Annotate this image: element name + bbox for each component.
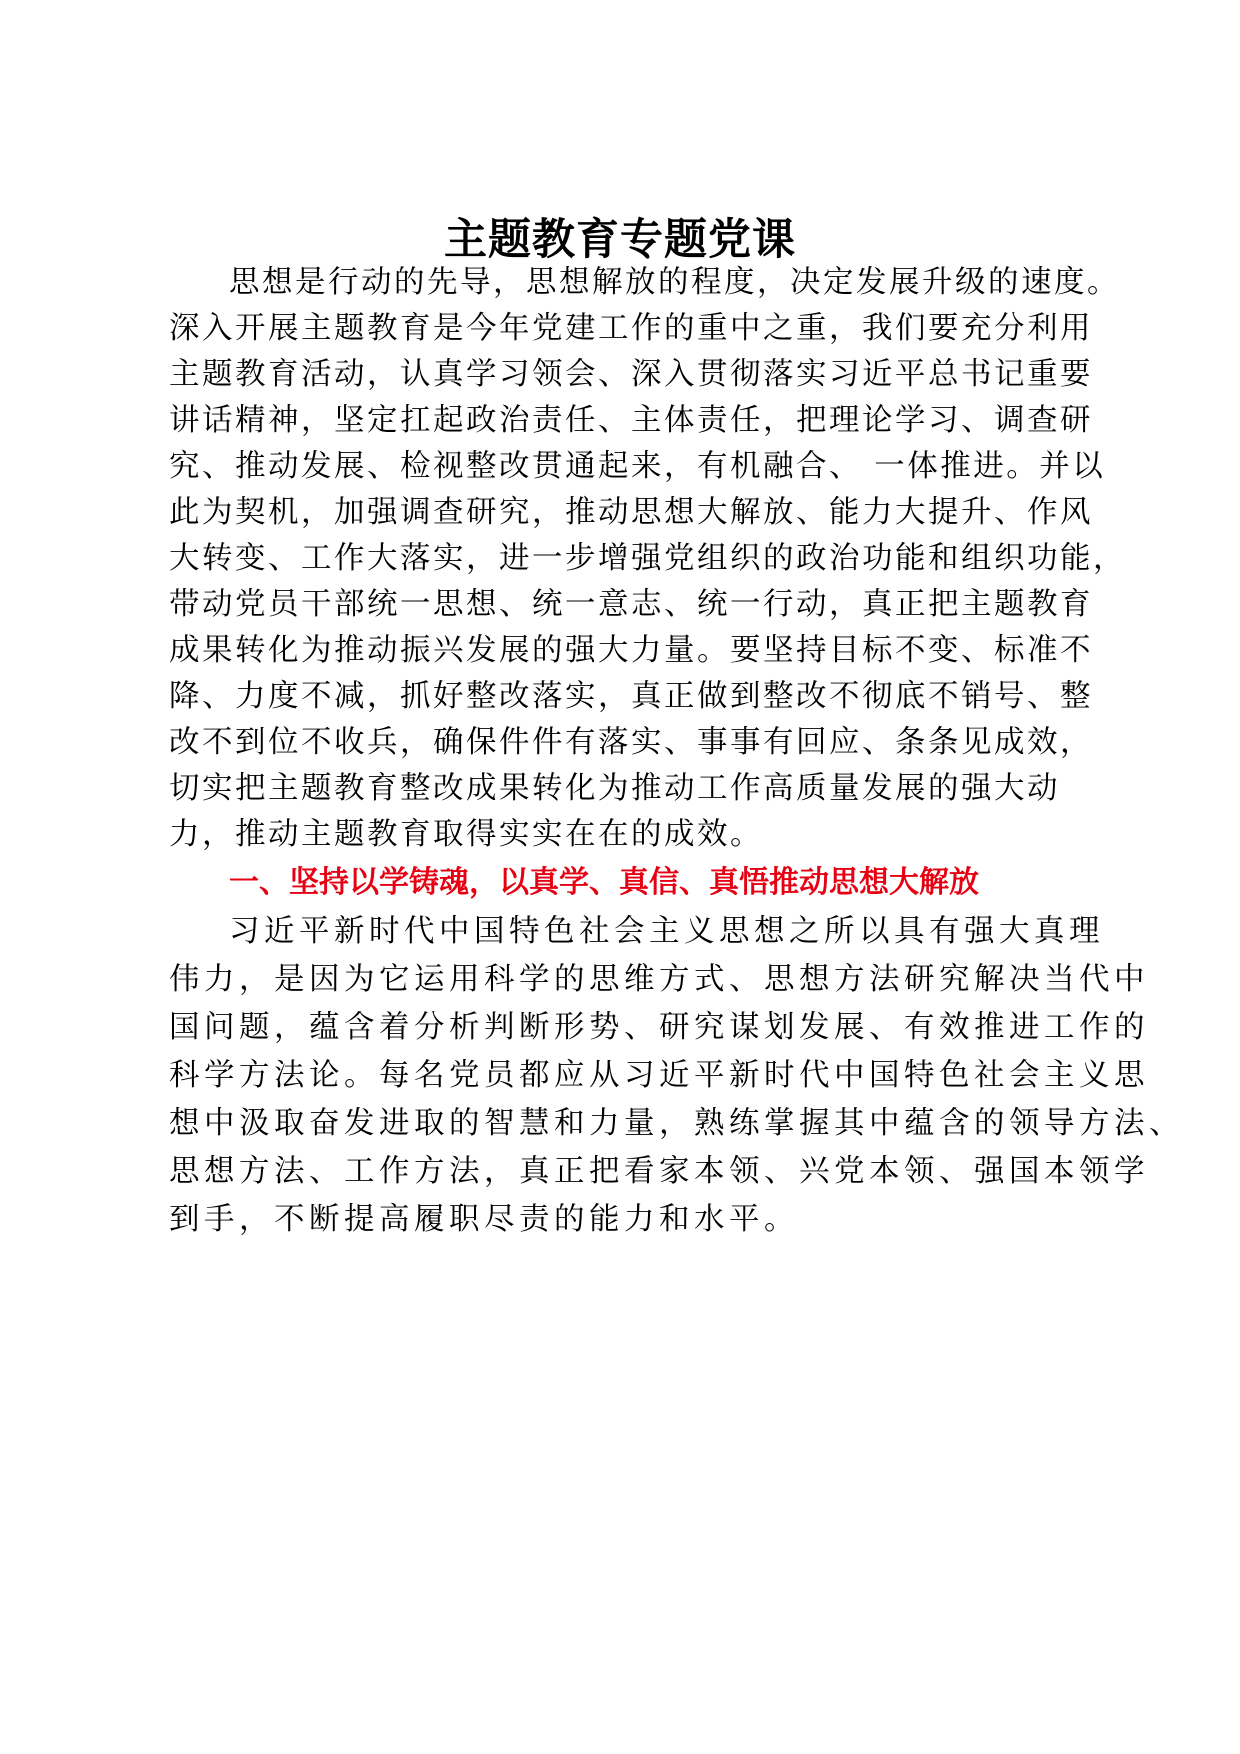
paragraph-1-line: 成果转化为推动振兴发展的强大力量。要坚持目标不变、标准不 <box>169 633 1093 668</box>
paragraph-2-line: 到手，不断提高履职尽责的能力和水平。 <box>169 1202 799 1237</box>
paragraph-1-line: 主题教育活动，认真学习领会、深入贯彻落实习近平总书记重要 <box>169 357 1093 392</box>
paragraph-1-line: 改不到位不收兵，确保件件有落实、事事有回应、条条见成效， <box>169 725 1093 760</box>
paragraph-1-line: 讲话精神，坚定扛起政治责任、主体责任，把理论学习、调查研 <box>169 403 1093 438</box>
paragraph-1-line: 大转变、工作大落实，进一步增强党组织的政治功能和组织功能， <box>169 541 1126 576</box>
paragraph-1-line: 深入开展主题教育是今年党建工作的重中之重，我们要充分利用 <box>169 311 1093 346</box>
paragraph-1-line: 此为契机，加强调查研究，推动思想大解放、能力大提升、作风 <box>169 495 1093 530</box>
paragraph-2-line: 科学方法论。每名党员都应从习近平新时代中国特色社会主义思 <box>169 1058 1149 1093</box>
section-heading: 一、坚持以学铸魂，以真学、真信、真悟推动思想大解放 <box>229 865 979 900</box>
paragraph-2-line: 国问题，蕴含着分析判断形势、研究谋划发展、有效推进工作的 <box>169 1010 1149 1045</box>
paragraph-2-line: 伟力，是因为它运用科学的思维方式、思想方法研究解决当代中 <box>169 962 1149 997</box>
document-title: 主题教育专题党课 <box>444 215 796 265</box>
paragraph-1-line: 究、推动发展、检视整改贯通起来，有机融合、 一体推进。并以 <box>169 449 1106 484</box>
paragraph-1-line: 带动党员干部统一思想、统一意志、统一行动，真正把主题教育 <box>169 587 1093 622</box>
paragraph-2-line: 想中汲取奋发进取的智慧和力量，熟练掌握其中蕴含的领导方法、 <box>169 1106 1184 1141</box>
paragraph-1-line: 思想是行动的先导，思想解放的程度，决定发展升级的速度。 <box>229 265 1120 300</box>
paragraph-1-line: 切实把主题教育整改成果转化为推动工作高质量发展的强大动 <box>169 771 1060 806</box>
paragraph-1-line: 降、力度不减，抓好整改落实，真正做到整改不彻底不销号、整 <box>169 679 1093 714</box>
paragraph-2-line: 思想方法、工作方法，真正把看家本领、兴党本领、强国本领学 <box>169 1154 1149 1189</box>
paragraph-1-line: 力，推动主题教育取得实实在在的成效。 <box>169 817 763 852</box>
paragraph-2-line: 习近平新时代中国特色社会主义思想之所以具有强大真理 <box>229 914 1104 949</box>
